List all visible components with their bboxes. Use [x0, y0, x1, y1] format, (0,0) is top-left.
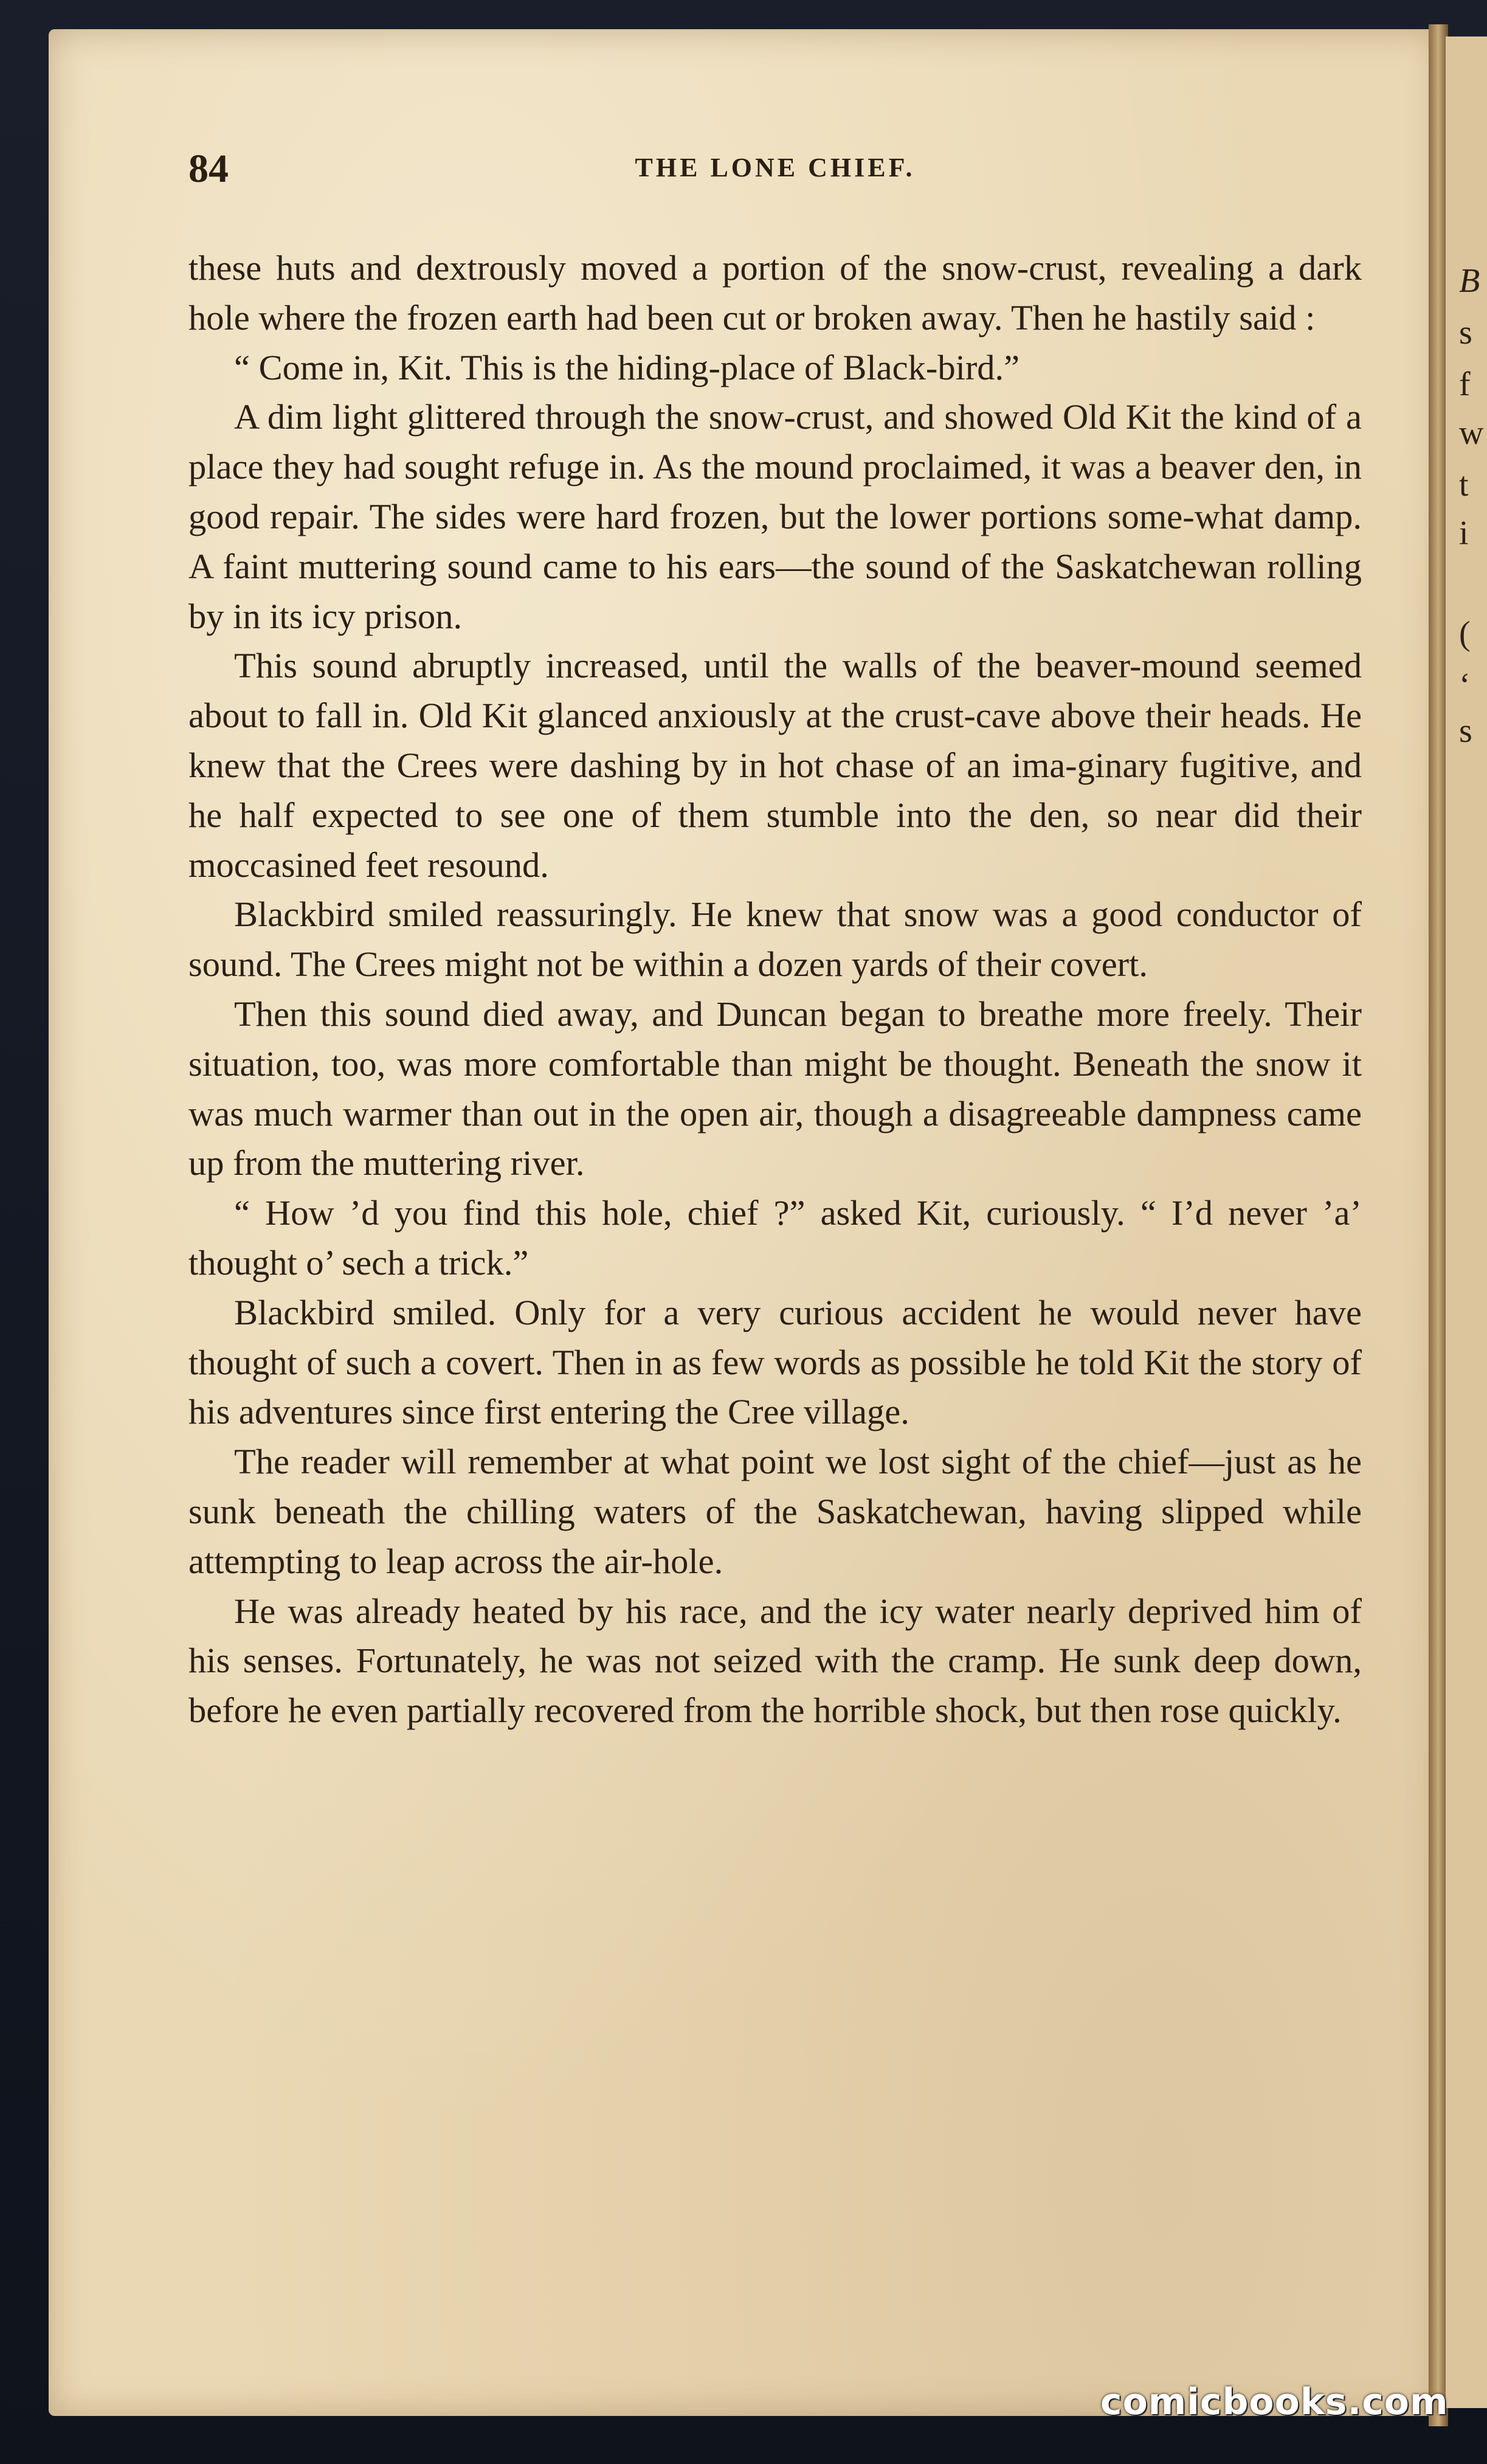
paragraph: “ How ’d you find this hole, chief ?” asked Kit, curiously. “ I’d never ’a’ thought o’ sech a trick.”: [188, 1193, 1362, 1282]
paragraph: Blackbird smiled reassuringly. He knew that snow was a good conductor of sound. The Crees might not be within a dozen yards of their covert.: [188, 895, 1362, 985]
facing-page-fragment: w: [1459, 414, 1484, 452]
body-text: [188, 243, 1362, 1736]
facing-page-fragment: s: [1459, 712, 1472, 750]
running-head: [188, 146, 1362, 195]
paragraph: Then this sound died away, and Duncan began to breathe more freely. Their situation, too, was more comfortable than might be thought. Beneath the snow it was much warmer than out in the open air, though a disagreeable dampness came up from the muttering river.: [188, 994, 1362, 1183]
facing-page-fragment: i: [1459, 514, 1469, 552]
paragraph: This sound abruptly increased, until the walls of the beaver-mound seemed about to fall in. Old Kit glanced anxiously at the crust-cave above their heads. He knew that the Crees were dashing by in hot chase of an ima-ginary fugitive, and he half expected to see one of them stumble into the den, so near did their moccasined feet resound.: [188, 646, 1362, 885]
paragraph: these huts and dextrously moved a portion of the snow-crust, revealing a dark hole where the frozen earth had been cut or broken away. Then he hastily said :: [188, 248, 1362, 337]
watermark: comicbooks.com: [1100, 2381, 1449, 2423]
facing-page-fragment: (: [1459, 615, 1471, 652]
paragraph: “ Come in, Kit. This is the hiding-place of Black-bird.”: [234, 347, 1020, 387]
facing-page-fragment: s: [1459, 314, 1472, 351]
paragraph: Blackbird smiled. Only for a very curious accident he would never have thought of such a covert. Then in as few words as possible he told Kit the story of his adventures since first entering the Cree village.: [188, 1292, 1362, 1432]
facing-page-fragment: ‘: [1459, 666, 1471, 704]
paragraph: The reader will remember at what point we lost sight of the chief—just as he sunk beneath the chilling waters of the Saskatchewan, having slipped while attempting to leap across the air-hole.: [188, 1442, 1362, 1581]
facing-page-fragment: f: [1459, 365, 1471, 403]
paragraph: A dim light glittered through the snow-crust, and showed Old Kit the kind of a place they had sought refuge in. As the mound proclaimed, it was a beaver den, in good repair. The sides were hard frozen, but the lower portions some-what damp. A faint muttering sound came to his ears—the sound of the Saskatchewan rolling by in its icy prison.: [188, 397, 1362, 636]
facing-page-fragment: B: [1459, 262, 1480, 300]
paragraph: He was already heated by his race, and the icy water nearly deprived him of his senses. Fortunately, he was not seized with the cramp. He sunk deep down, before he even partially recovered from the horrible shock, but then rose quickly.: [188, 1591, 1362, 1731]
page-number: 84: [188, 147, 229, 191]
facing-page-edge: [1446, 36, 1487, 2408]
running-title: THE LONE CHIEF.: [635, 153, 916, 182]
facing-page-fragment: t: [1459, 466, 1469, 504]
